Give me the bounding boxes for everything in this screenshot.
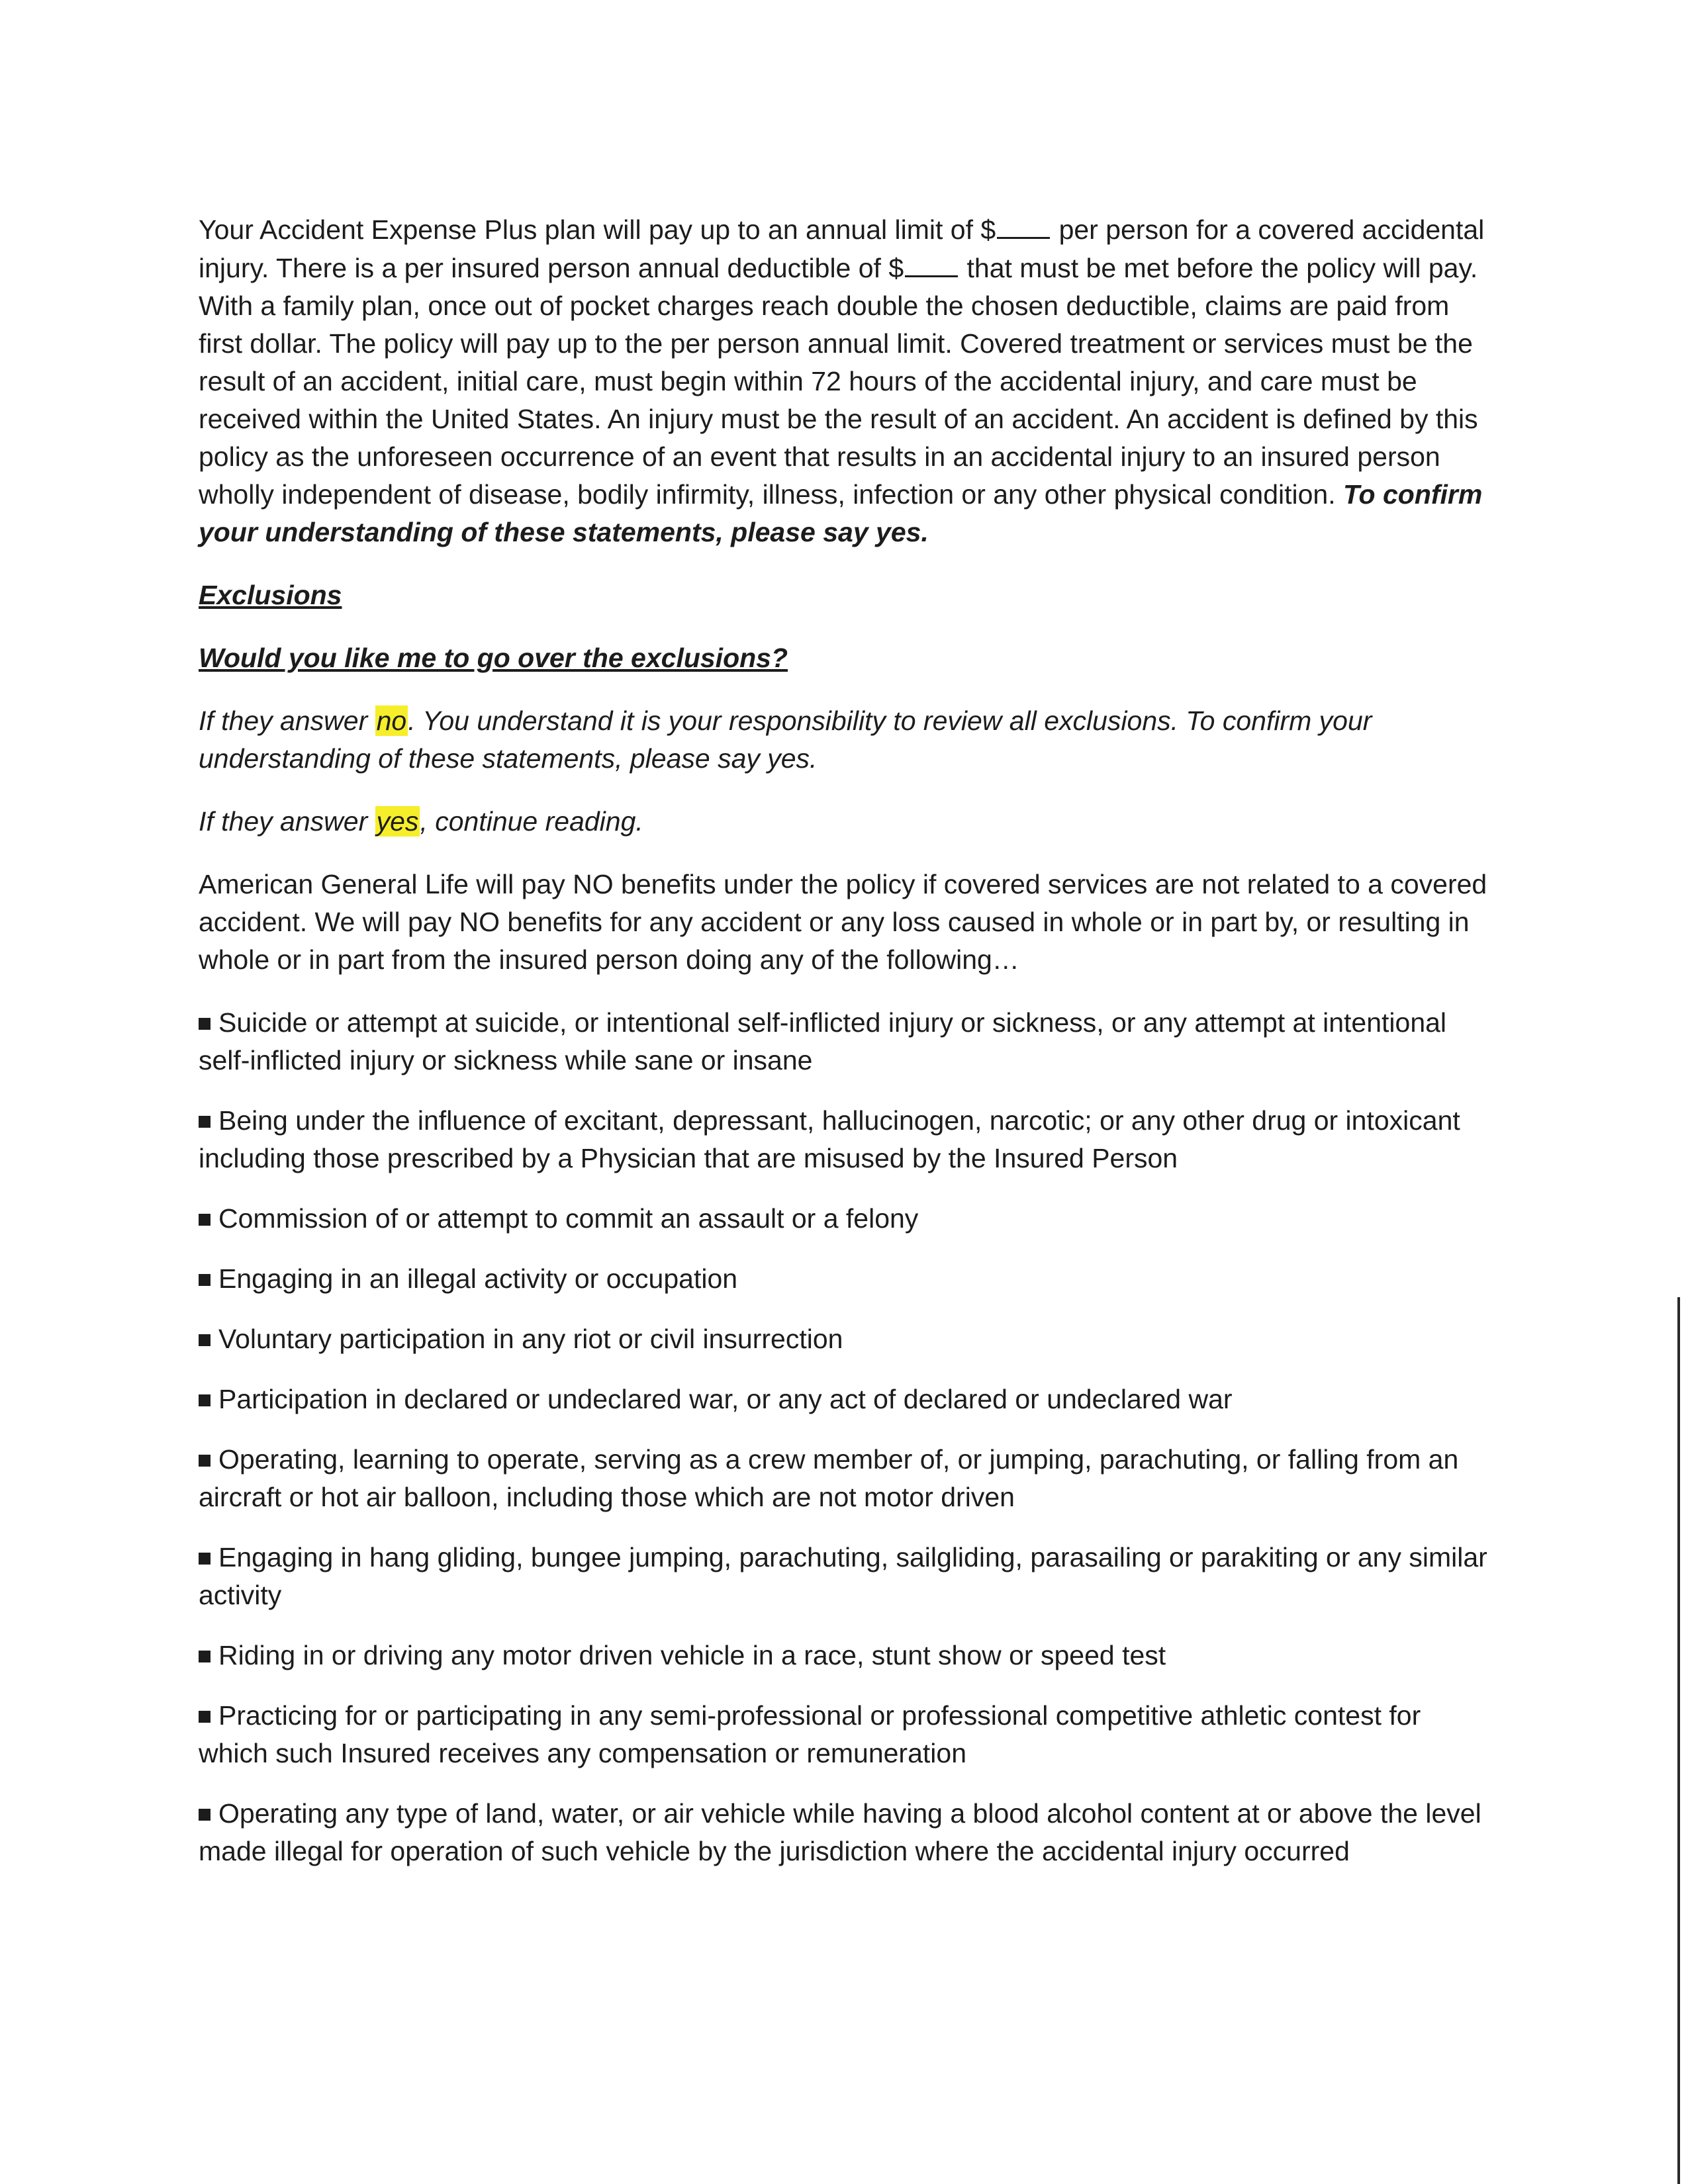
document-body [199, 210, 1496, 1893]
annual-limit-blank [997, 210, 1050, 239]
answer-no-instruction [199, 702, 1496, 778]
exclusion-item [199, 1697, 1496, 1772]
square-bullet-icon [199, 1214, 211, 1226]
confirm-prompt: To confirm your understanding of these statements, please say yes. [199, 479, 1483, 547]
answer-yes-prefix: If they answer [199, 806, 375, 837]
exclusion-item [199, 1260, 1496, 1298]
coverage-paragraph [199, 210, 1496, 551]
coverage-text-part-2: per person for a covered accidental injury. There is a per insured person annual deductible of $ [199, 214, 1485, 283]
square-bullet-icon [199, 1334, 211, 1346]
exclusions-list [199, 1004, 1496, 1870]
square-bullet-icon [199, 1455, 211, 1467]
square-bullet-icon [199, 1116, 211, 1128]
scan-edge-line [1677, 1297, 1680, 2184]
exclusion-text: Engaging in hang gliding, bungee jumping, parachuting, sailgliding, parasailing or parakiting or any similar activity [199, 1542, 1487, 1610]
exclusion-item [199, 1102, 1496, 1177]
exclusion-text: Being under the influence of excitant, depressant, hallucinogen, narcotic; or any other drug or intoxicant including those prescribed by a Physician that are misused by the Insured Person [199, 1105, 1460, 1173]
exclusion-text: Participation in declared or undeclared war, or any act of declared or undeclared war [218, 1384, 1233, 1414]
coverage-text-part-3: that must be met before the policy will pay. With a family plan, once out of pocket charges reach double the chosen deductible, claims are paid from first dollar. The policy will pay up to the per person annual limit. Covered treatment or services must be the result of an accident, initial care, must begin within 72 hours of the accidental injury, and care must be received within the United States. An injury must be the result of an accident. An accident is defined by this policy as the unforeseen occurrence of an event that results in an accidental injury to an insured person wholly independent of disease, bodily infirmity, illness, infection or any other physical condition. [199, 253, 1478, 510]
exclusion-text: Operating, learning to operate, serving as a crew member of, or jumping, parachuting, or falling from an aircraft or hot air balloon, including those which are not motor driven [199, 1444, 1459, 1512]
answer-no-suffix: . You understand it is your responsibility to review all exclusions. To confirm your understanding of these statements, please say yes. [199, 705, 1372, 774]
square-bullet-icon [199, 1553, 211, 1565]
exclusion-text: Riding in or driving any motor driven vehicle in a race, stunt show or speed test [218, 1640, 1166, 1670]
square-bullet-icon [199, 1651, 211, 1662]
exclusion-item [199, 1637, 1496, 1674]
no-benefits-statement: American General Life will pay NO benefits under the policy if covered services are not related to a covered accident. We will pay NO benefits for any accident or any loss caused in whole or in part by, or resulting in whole or in part from the insured person doing any of the following… [199, 869, 1487, 975]
exclusion-item [199, 1320, 1496, 1358]
deductible-blank [905, 249, 958, 277]
square-bullet-icon [199, 1274, 211, 1286]
exclusion-item [199, 1004, 1496, 1079]
exclusion-text: Engaging in an illegal activity or occupation [218, 1263, 738, 1294]
exclusion-text: Operating any type of land, water, or air vehicle while having a blood alcohol content at or above the level made illegal for operation of such vehicle by the jurisdiction where the accidental injury occurred [199, 1798, 1481, 1866]
answer-no-highlight: no [376, 705, 407, 736]
exclusion-text: Commission of or attempt to commit an assault or a felony [218, 1203, 919, 1234]
exclusions-heading: Exclusions [199, 580, 342, 610]
exclusion-item [199, 1539, 1496, 1614]
answer-no-prefix: If they answer [199, 705, 375, 736]
exclusion-item [199, 1795, 1496, 1870]
answer-yes-highlight: yes [376, 806, 419, 837]
exclusion-text: Practicing for or participating in any semi-professional or professional competitive athletic contest for which such Insured receives any compensation or remuneration [199, 1700, 1421, 1768]
square-bullet-icon [199, 1018, 211, 1030]
exclusion-text: Suicide or attempt at suicide, or intentional self-inflicted injury or sickness, or any attempt at intentional self-inflicted injury or sickness while sane or insane [199, 1007, 1447, 1075]
exclusion-text: Voluntary participation in any riot or civil insurrection [218, 1324, 843, 1354]
answer-yes-instruction [199, 803, 1496, 841]
square-bullet-icon [199, 1394, 211, 1406]
square-bullet-icon [199, 1711, 211, 1723]
exclusion-item [199, 1200, 1496, 1238]
exclusion-item [199, 1381, 1496, 1418]
coverage-text-part-1: Your Accident Expense Plus plan will pay up to an annual limit of $ [199, 214, 996, 245]
exclusion-item [199, 1441, 1496, 1516]
exclusions-question: Would you like me to go over the exclusions? [199, 643, 788, 673]
square-bullet-icon [199, 1809, 211, 1821]
answer-yes-suffix: , continue reading. [420, 806, 643, 837]
